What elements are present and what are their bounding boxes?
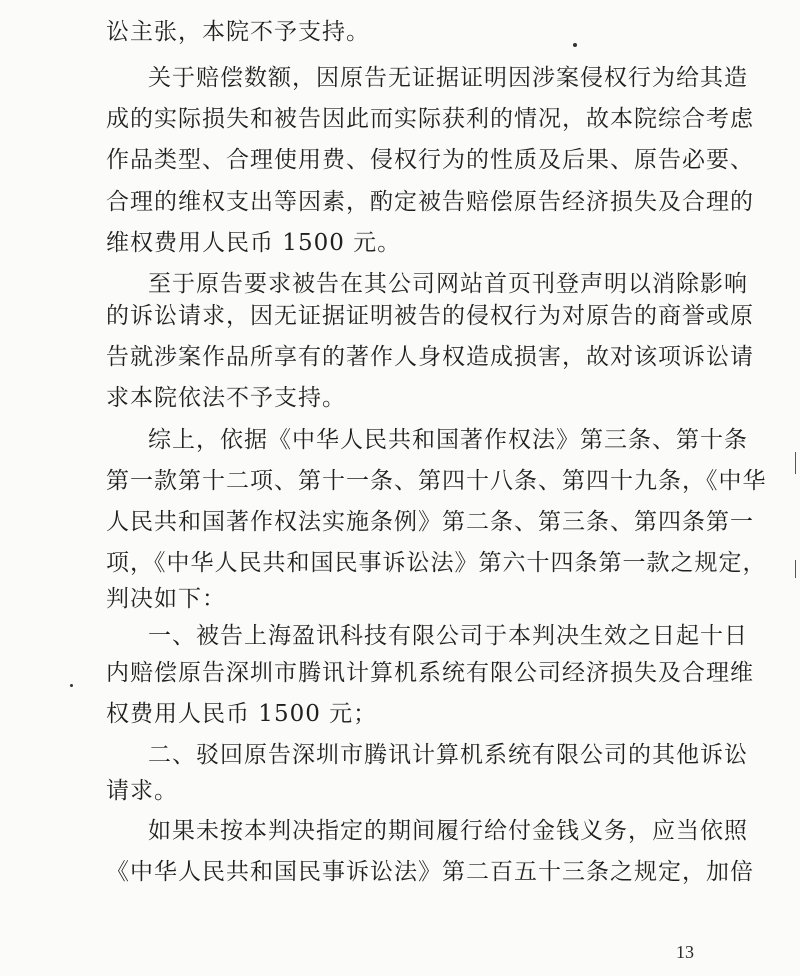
text-line: 作品类型、合理使用费、侵权行为的性质及后果、原告必要、 bbox=[106, 147, 754, 173]
text-line: 至于原告要求被告在其公司网站首页刊登声明以消除影响 bbox=[148, 271, 748, 297]
scan-edge-mark bbox=[795, 452, 796, 474]
text-line: 项，《中华人民共和国民事诉讼法》第六十四条第一款之规定， bbox=[106, 550, 767, 576]
page-number: 13 bbox=[676, 942, 694, 962]
scan-speck bbox=[70, 684, 73, 687]
text-line: 请求。 bbox=[106, 778, 178, 804]
text-line: 成的实际损失和被告因此而实际获利的情况，故本院综合考虑 bbox=[106, 106, 754, 132]
scan-edge-mark bbox=[795, 560, 796, 578]
scan-speck bbox=[573, 43, 577, 47]
text-line: 告就涉案作品所享有的著作人身权造成损害，故对该项诉讼请 bbox=[106, 344, 754, 370]
text-line: 二、驳回原告深圳市腾讯计算机系统有限公司的其他诉讼 bbox=[148, 742, 748, 768]
text-line: 一、被告上海盈讯科技有限公司于本判决生效之日起十日 bbox=[148, 623, 748, 649]
text-line: 如果未按本判决指定的期间履行给付金钱义务，应当依照 bbox=[148, 818, 748, 844]
text-line: 讼主张，本院不予支持。 bbox=[106, 19, 370, 45]
text-line: 第一款第十二项、第十一条、第四十八条、第四十九条，《中华 bbox=[106, 468, 767, 494]
text-line: 关于赔偿数额，因原告无证据证明因涉案侵权行为给其造 bbox=[148, 65, 748, 91]
text-line: 的诉讼请求，因无证据证明被告的侵权行为对原告的商誉或原 bbox=[106, 303, 754, 329]
text-line: 《中华人民共和国民事诉讼法》第二百五十三条之规定，加倍 bbox=[106, 859, 754, 885]
text-line: 合理的维权支出等因素，酌定被告赔偿原告经济损失及合理的 bbox=[106, 189, 754, 215]
text-line: 权费用人民币 1500 元； bbox=[106, 701, 378, 727]
text-line: 内赔偿原告深圳市腾讯计算机系统有限公司经济损失及合理维 bbox=[106, 660, 754, 686]
text-line: 判决如下： bbox=[106, 586, 226, 612]
text-line: 维权费用人民币 1500 元。 bbox=[106, 230, 402, 256]
text-line: 人民共和国著作权法实施条例》第二条、第三条、第四条第一 bbox=[106, 509, 754, 535]
text-line: 求本院依法不予支持。 bbox=[106, 385, 346, 411]
text-line: 综上，依据《中华人民共和国著作权法》第三条、第十条 bbox=[148, 427, 748, 453]
